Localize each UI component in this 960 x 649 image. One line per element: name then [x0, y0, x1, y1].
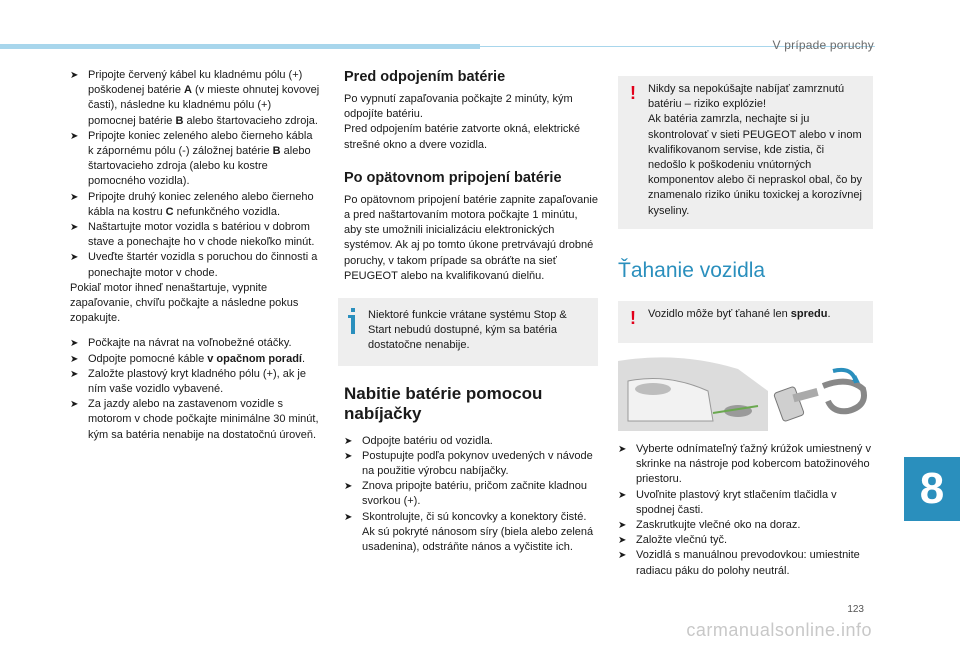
info-text: Niektoré funkcie vrátane systému Stop & Start nebudú dostupné, kým sa batéria dostatočne nenabije.	[368, 309, 567, 352]
warning-icon: !	[630, 83, 636, 103]
retry-paragraph: Pokiaľ motor ihneď nenaštartuje, vypnite zapaľovanie, chvíľu počkajte a následne pokus zopakujte.	[70, 281, 299, 325]
list-item: ➤ Vyberte odnímateľný ťažný krúžok umiestnený v skrinke na nástroje pod kobercom batožinového priestoru.	[618, 443, 871, 486]
heading-before-disconnect: Pred odpojením batérie	[344, 69, 506, 85]
column-left	[70, 68, 320, 443]
jump-start-steps	[70, 68, 320, 281]
towing-steps	[618, 442, 873, 579]
list-item: ➤ Odpojte batériu od vozidla.	[344, 434, 493, 447]
warning-text: Nikdy sa nepokúšajte nabíjať zamrznutú batériu – riziko explózie! Ak batéria zamrzla, nechajte si ju skontrolovať v sieti PEUGEOT alebo v inom kvalifikovanom servise, kde zistia, či nedošlo k poškodeniu vnútorných komponentov alebo či nepraskol obal, čo by znamenalo riziko úniku toxickej a korozívnej kyseliny.	[648, 83, 863, 217]
paragraph: Po opätovnom pripojení batérie zapnite zapaľovanie a pred naštartovaním motora počkajte 1 minútu, aby ste umožnili inicializáciu elektronických systémov. Ak aj po tomto úkone pretrvávajú drobné poruchy, v takom prípade sa obráťte na sieť PEUGEOT alebo na kvalifikovanú dielňu.	[344, 193, 598, 282]
list-item: ➤ Skontrolujte, či sú koncovky a konektory čisté. Ak sú pokryté nánosom síry (biela alebo zelená usadenina), odstráňte nános a vyčistite ich.	[344, 510, 594, 554]
list-item: ➤ Uveďte štartér vozidla s poruchou do činnosti a ponechajte motor v chode.	[70, 251, 318, 279]
info-icon	[348, 308, 358, 334]
charger-steps	[344, 434, 598, 556]
list-item: ➤ Počkajte na návrat na voľnobežné otáčky.	[70, 337, 292, 350]
watermark: carmanualsonline.info	[686, 620, 872, 640]
after-start-steps	[70, 336, 320, 442]
chapter-tab: 8	[904, 457, 960, 521]
paragraph: Pred odpojením batérie zatvorte okná, elektrické strešné okno a dvere vozidla.	[344, 123, 581, 151]
list-item: ➤ Naštartujte motor vozidla s batériou v dobrom stave a ponechajte ho v chode niekoľko minút.	[70, 221, 315, 249]
heading-charger: Nabitie batérie pomocou nabíjačky	[344, 383, 543, 423]
warning-icon: !	[630, 307, 636, 328]
info-box	[338, 298, 598, 366]
heading-towing: Ťahanie vozidla	[618, 258, 766, 282]
page-number: 123	[847, 604, 864, 615]
warning-text: Vozidlo môže byť ťahané len spredu.	[648, 307, 831, 320]
list-item: ➤ Pripojte koniec zeleného alebo čierneho kábla k zápornému pólu (-) záložnej batérie B alebo štartovacieho zdroja (alebo ku kostre pomocného vozidla).	[70, 129, 313, 188]
towing-eye-illustration	[618, 351, 873, 431]
warning-box-towing	[618, 301, 873, 343]
warning-box-frozen-battery	[618, 76, 873, 229]
list-item: ➤ Pripojte druhý koniec zeleného alebo čierneho kábla na kostru C nefunkčného vozidla.	[70, 190, 314, 218]
list-item: ➤ Odpojte pomocné káble v opačnom poradí.	[70, 352, 306, 365]
list-item: ➤ Uvoľnite plastový kryt stlačením tlačidla v spodnej časti.	[618, 488, 837, 516]
paragraph: Po vypnutí zapaľovania počkajte 2 minúty, kým odpojíte batériu.	[344, 93, 573, 121]
heading-after-reconnect: Po opätovnom pripojení batérie	[344, 169, 562, 186]
header-bar	[0, 44, 480, 49]
list-item: ➤ Vozidlá s manuálnou prevodovkou: umiestnite radiacu páku do polohy neutrál.	[618, 549, 860, 577]
column-middle	[344, 68, 598, 555]
list-item: ➤ Postupujte podľa pokynov uvedených v návode na použitie výrobcu nabíjačky.	[344, 449, 593, 478]
towing-steps-column	[618, 442, 873, 579]
list-item: ➤ Znova pripojte batériu, pričom začnite kladnou svorkou (+).	[344, 480, 588, 508]
column-right	[618, 76, 873, 343]
list-item: ➤ Založte vlečnú tyč.	[618, 534, 728, 547]
list-item: ➤ Pripojte červený kábel ku kladnému pólu (+) poškodenej batérie A (v mieste ohnutej kovovej časti), následne ku kladnému pólu (+) pomocnej batérie B alebo štartovacieho zdroja.	[70, 69, 320, 127]
list-item: ➤ Za jazdy alebo na zastavenom vozidle s motorom v chode počkajte minimálne 30 minút, kým sa batéria nenabije na dostatočnú úroveň.	[70, 398, 319, 441]
section-title: V prípade poruchy	[772, 38, 874, 52]
list-item: ➤ Založte plastový kryt kladného pólu (+), ak je ním vaše vozidlo vybavené.	[70, 367, 306, 396]
list-item: ➤ Zaskrutkujte vlečné oko na doraz.	[618, 519, 801, 532]
